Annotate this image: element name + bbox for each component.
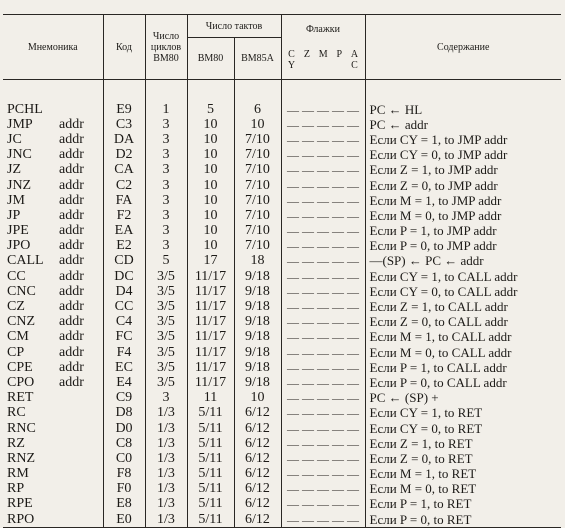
- mnemonic-cell: [3, 512, 103, 528]
- cycles-cell: 3: [145, 208, 187, 223]
- table-row: [3, 102, 561, 117]
- header-cycles: Число циклов ВМ80: [145, 15, 187, 80]
- flags-cell: — — — — —: [281, 467, 365, 482]
- bm85a-ticks-cell: 9/18: [234, 345, 281, 360]
- mnemonic-cell: [3, 391, 103, 406]
- mnemonic-op: CC: [7, 269, 26, 284]
- bm80-ticks-cell: 11: [187, 391, 234, 406]
- table-row: [3, 345, 561, 360]
- bm80-ticks-cell: 11/17: [187, 269, 234, 284]
- code-cell: C3: [103, 117, 145, 132]
- bm80-ticks-cell: 10: [187, 193, 234, 208]
- cycles-cell: 1/3: [145, 467, 187, 482]
- code-cell: FC: [103, 330, 145, 345]
- mnemonic-cell: [3, 284, 103, 299]
- bm80-ticks-cell: 11/17: [187, 330, 234, 345]
- bm85a-ticks-cell: 10: [234, 391, 281, 406]
- table-row: [3, 117, 561, 132]
- cycles-cell: 3: [145, 163, 187, 178]
- code-cell: C0: [103, 451, 145, 466]
- cycles-cell: 3: [145, 148, 187, 163]
- bm80-ticks-cell: 11/17: [187, 315, 234, 330]
- mnemonic-arg: addr: [59, 345, 84, 360]
- description-cell: Если M = 0, to JMP addr: [365, 208, 561, 223]
- code-cell: E2: [103, 239, 145, 254]
- mnemonic-op: CNZ: [7, 314, 35, 330]
- flag-ac: [351, 49, 358, 71]
- table-row: [3, 391, 561, 406]
- mnemonic-op: RET: [7, 390, 34, 406]
- flags-cell: — — — — —: [281, 360, 365, 375]
- cycles-cell: 1: [145, 102, 187, 117]
- description-cell: Если M = 1, to RET: [365, 467, 561, 482]
- code-cell: D2: [103, 148, 145, 163]
- flags-cell: — — — — —: [281, 284, 365, 299]
- table-row: [3, 482, 561, 497]
- flags-cell: — — — — —: [281, 482, 365, 497]
- cycles-cell: 5: [145, 254, 187, 269]
- cycles-cell: 3/5: [145, 375, 187, 390]
- flags-cell: — — — — —: [281, 163, 365, 178]
- bm85a-ticks-cell: 9/18: [234, 330, 281, 345]
- bm85a-ticks-cell: 9/18: [234, 299, 281, 314]
- bm85a-ticks-cell: 7/10: [234, 178, 281, 193]
- bm85a-ticks-cell: 6/12: [234, 497, 281, 512]
- bm85a-ticks-cell: 6/12: [234, 482, 281, 497]
- cycles-cell: 3: [145, 117, 187, 132]
- mnemonic-cell: [3, 193, 103, 208]
- bm85a-ticks-cell: 7/10: [234, 208, 281, 223]
- mnemonic-cell: [3, 148, 103, 163]
- bm80-ticks-cell: 10: [187, 224, 234, 239]
- mnemonic-op: CP: [7, 345, 25, 360]
- mnemonic-cell: [3, 436, 103, 451]
- bm85a-ticks-cell: 7/10: [234, 163, 281, 178]
- code-cell: CD: [103, 254, 145, 269]
- code-cell: DC: [103, 269, 145, 284]
- bm80-ticks-cell: 11/17: [187, 360, 234, 375]
- flag-letter: P: [336, 48, 343, 60]
- code-cell: E8: [103, 497, 145, 512]
- bm80-ticks-cell: 10: [187, 208, 234, 223]
- bm85a-ticks-cell: 6/12: [234, 406, 281, 421]
- mnemonic-op: JP: [7, 208, 21, 223]
- bm80-ticks-cell: 10: [187, 148, 234, 163]
- flag-letter: A: [350, 48, 359, 60]
- flags-cell: — — — — —: [281, 391, 365, 406]
- mnemonic-cell: [3, 497, 103, 512]
- mnemonic-op: RPO: [7, 512, 35, 527]
- mnemonic-cell: [3, 178, 103, 193]
- mnemonic-op: CM: [7, 329, 29, 345]
- bm85a-ticks-cell: 9/18: [234, 375, 281, 390]
- mnemonic-cell: [3, 360, 103, 375]
- description-cell: Если Z = 0, to JMP addr: [365, 178, 561, 193]
- mnemonic-arg: addr: [59, 375, 84, 390]
- mnemonic-cell: [3, 117, 103, 132]
- cycles-cell: 3: [145, 391, 187, 406]
- table-row: [3, 224, 561, 239]
- code-cell: C9: [103, 391, 145, 406]
- mnemonic-arg: addr: [59, 329, 84, 345]
- description-cell: Если P = 0, to JMP addr: [365, 239, 561, 254]
- mnemonic-arg: addr: [59, 253, 84, 269]
- bm80-ticks-cell: 11/17: [187, 284, 234, 299]
- mnemonic-op: JPE: [7, 223, 29, 239]
- flag-letter: Z: [303, 48, 311, 60]
- flags-cell: — — — — —: [281, 345, 365, 360]
- bm80-ticks-cell: 10: [187, 239, 234, 254]
- table-row: [3, 451, 561, 466]
- flags-cell: — — — — —: [281, 117, 365, 132]
- code-cell: EA: [103, 224, 145, 239]
- code-cell: DA: [103, 132, 145, 147]
- bm80-ticks-cell: 5/11: [187, 406, 234, 421]
- cycles-cell: 3/5: [145, 284, 187, 299]
- table-row: [3, 178, 561, 193]
- cycles-cell: 3/5: [145, 299, 187, 314]
- bm85a-ticks-cell: 9/18: [234, 284, 281, 299]
- table-row: [3, 330, 561, 345]
- code-cell: F4: [103, 345, 145, 360]
- bm85a-ticks-cell: 6/12: [234, 436, 281, 451]
- header-bm80: ВМ80: [187, 38, 234, 80]
- cycles-cell: 3/5: [145, 345, 187, 360]
- mnemonic-cell: [3, 330, 103, 345]
- bm80-ticks-cell: 17: [187, 254, 234, 269]
- flag-letters: [282, 49, 365, 71]
- flag-letter: C: [351, 59, 358, 71]
- bm85a-ticks-cell: 6: [234, 102, 281, 117]
- header-bm85a: ВМ85А: [234, 38, 281, 80]
- cycles-cell: 3/5: [145, 269, 187, 284]
- mnemonic-arg: addr: [59, 284, 84, 299]
- table-row: [3, 193, 561, 208]
- mnemonic-op: JC: [7, 132, 22, 147]
- table-header: [3, 15, 561, 80]
- flags-cell: — — — — —: [281, 421, 365, 436]
- mnemonic-arg: addr: [59, 162, 84, 178]
- cycles-cell: 1/3: [145, 482, 187, 497]
- header-content: Содержание: [365, 15, 561, 80]
- mnemonic-arg: addr: [59, 269, 84, 284]
- header-spacer-row: [3, 80, 561, 103]
- mnemonic-op: RC: [7, 405, 26, 421]
- flags-cell: — — — — —: [281, 102, 365, 117]
- flag-letter: M: [318, 48, 328, 60]
- code-cell: C2: [103, 178, 145, 193]
- mnemonic-arg: addr: [59, 208, 84, 223]
- description-cell: Если CY = 0, to JMP addr: [365, 148, 561, 163]
- flags-cell: — — — — —: [281, 254, 365, 269]
- table-row: [3, 512, 561, 528]
- table-row: [3, 254, 561, 269]
- flags-cell: — — — — —: [281, 148, 365, 163]
- mnemonic-op: CNC: [7, 284, 36, 299]
- flags-cell: — — — — —: [281, 224, 365, 239]
- mnemonic-cell: [3, 451, 103, 466]
- code-cell: C8: [103, 436, 145, 451]
- cycles-cell: 1/3: [145, 512, 187, 528]
- description-cell: Если P = 0, to CALL addr: [365, 375, 561, 390]
- cycles-cell: 3: [145, 178, 187, 193]
- description-cell: Если P = 1, to JMP addr: [365, 224, 561, 239]
- flags-cell: — — — — —: [281, 208, 365, 223]
- code-cell: CC: [103, 299, 145, 314]
- code-cell: FA: [103, 193, 145, 208]
- bm80-ticks-cell: 5: [187, 102, 234, 117]
- mnemonic-op: CPO: [7, 375, 35, 390]
- description-cell: Если Z = 0, to RET: [365, 451, 561, 466]
- mnemonic-cell: [3, 482, 103, 497]
- bm80-ticks-cell: 5/11: [187, 512, 234, 528]
- mnemonic-cell: [3, 224, 103, 239]
- bm85a-ticks-cell: 9/18: [234, 360, 281, 375]
- bm80-ticks-cell: 11/17: [187, 345, 234, 360]
- code-cell: D0: [103, 421, 145, 436]
- code-cell: F2: [103, 208, 145, 223]
- mnemonic-op: CALL: [7, 253, 44, 269]
- flag-letter: C: [288, 48, 295, 60]
- mnemonic-op: RZ: [7, 436, 25, 451]
- bm80-ticks-cell: 5/11: [187, 467, 234, 482]
- bm85a-ticks-cell: 6/12: [234, 421, 281, 436]
- description-cell: Если P = 1, to RET: [365, 497, 561, 512]
- code-cell: D4: [103, 284, 145, 299]
- flags-cell: — — — — —: [281, 406, 365, 421]
- flags-cell: — — — — —: [281, 193, 365, 208]
- cycles-cell: 3/5: [145, 330, 187, 345]
- flags-cell: — — — — —: [281, 239, 365, 254]
- description-cell: Если CY = 1, to CALL addr: [365, 269, 561, 284]
- mnemonic-op: RM: [7, 466, 29, 482]
- description-cell: Если P = 1, to CALL addr: [365, 360, 561, 375]
- mnemonic-cell: [3, 269, 103, 284]
- table-row: [3, 269, 561, 284]
- header-flags: [281, 15, 365, 80]
- bm80-ticks-cell: 5/11: [187, 497, 234, 512]
- mnemonic-cell: [3, 375, 103, 390]
- cycles-cell: 3: [145, 193, 187, 208]
- mnemonic-op: JNZ: [7, 177, 32, 193]
- cycles-cell: 3: [145, 224, 187, 239]
- cycles-cell: 3/5: [145, 360, 187, 375]
- code-cell: CA: [103, 163, 145, 178]
- bm85a-ticks-cell: 9/18: [234, 315, 281, 330]
- mnemonic-cell: [3, 208, 103, 223]
- instruction-table: [3, 14, 561, 528]
- flags-cell: — — — — —: [281, 299, 365, 314]
- bm85a-ticks-cell: 9/18: [234, 269, 281, 284]
- mnemonic-op: CZ: [7, 299, 25, 315]
- mnemonic-arg: addr: [59, 193, 84, 208]
- mnemonic-cell: [3, 406, 103, 421]
- mnemonic-cell: [3, 315, 103, 330]
- table-row: [3, 132, 561, 147]
- bm85a-ticks-cell: 18: [234, 254, 281, 269]
- flags-cell: — — — — —: [281, 512, 365, 528]
- header-ticks: Число тактов: [187, 15, 281, 38]
- bm80-ticks-cell: 10: [187, 163, 234, 178]
- table-row: [3, 497, 561, 512]
- cycles-cell: 1/3: [145, 421, 187, 436]
- cycles-cell: 1/3: [145, 497, 187, 512]
- mnemonic-arg: addr: [59, 177, 84, 193]
- mnemonic-op: RPE: [7, 496, 33, 512]
- flags-cell: — — — — —: [281, 178, 365, 193]
- mnemonic-arg: addr: [59, 117, 84, 132]
- table-row: [3, 163, 561, 178]
- code-cell: E0: [103, 512, 145, 528]
- mnemonic-op: CPE: [7, 360, 33, 375]
- description-cell: PC ← HL: [365, 102, 561, 117]
- header-code: Код: [103, 15, 145, 80]
- table-row: [3, 148, 561, 163]
- bm80-ticks-cell: 10: [187, 117, 234, 132]
- cycles-cell: 1/3: [145, 451, 187, 466]
- bm85a-ticks-cell: 7/10: [234, 148, 281, 163]
- bm85a-ticks-cell: 6/12: [234, 451, 281, 466]
- bm85a-ticks-cell: 6/12: [234, 512, 281, 528]
- bm80-ticks-cell: 10: [187, 178, 234, 193]
- bm80-ticks-cell: 5/11: [187, 482, 234, 497]
- table-body: [3, 80, 561, 528]
- description-cell: Если M = 0, to RET: [365, 482, 561, 497]
- table-row: [3, 375, 561, 390]
- mnemonic-arg: addr: [59, 360, 84, 375]
- mnemonic-op: PCHL: [7, 102, 43, 117]
- table-row: [3, 239, 561, 254]
- code-cell: D8: [103, 406, 145, 421]
- mnemonic-cell: [3, 299, 103, 314]
- flags-cell: — — — — —: [281, 132, 365, 147]
- code-cell: E4: [103, 375, 145, 390]
- flags-cell: — — — — —: [281, 315, 365, 330]
- cycles-cell: 3: [145, 132, 187, 147]
- description-cell: Если P = 0, to RET: [365, 512, 561, 528]
- mnemonic-arg: addr: [59, 299, 84, 315]
- bm85a-ticks-cell: 6/12: [234, 467, 281, 482]
- mnemonic-cell: [3, 467, 103, 482]
- mnemonic-op: RP: [7, 481, 25, 497]
- code-cell: C4: [103, 315, 145, 330]
- description-cell: Если CY = 1, to JMP addr: [365, 132, 561, 147]
- bm80-ticks-cell: 5/11: [187, 421, 234, 436]
- flags-cell: — — — — —: [281, 330, 365, 345]
- cycles-cell: 3/5: [145, 315, 187, 330]
- bm85a-ticks-cell: 7/10: [234, 224, 281, 239]
- mnemonic-cell: [3, 163, 103, 178]
- mnemonic-arg: addr: [59, 147, 84, 163]
- description-cell: Если CY = 0, to RET: [365, 421, 561, 436]
- description-cell: PC ← (SP) +: [365, 391, 561, 406]
- table-row: [3, 315, 561, 330]
- description-cell: PC ← addr: [365, 117, 561, 132]
- header-mnemonic: Мнемоника: [3, 15, 103, 80]
- mnemonic-cell: [3, 421, 103, 436]
- mnemonic-op: RNC: [7, 420, 36, 436]
- table-row: [3, 208, 561, 223]
- bm80-ticks-cell: 5/11: [187, 436, 234, 451]
- description-cell: Если M = 1, to JMP addr: [365, 193, 561, 208]
- bm85a-ticks-cell: 7/10: [234, 193, 281, 208]
- table-row: [3, 436, 561, 451]
- description-cell: Если M = 0, to CALL addr: [365, 345, 561, 360]
- mnemonic-op: JM: [7, 193, 25, 208]
- mnemonic-cell: [3, 239, 103, 254]
- bm80-ticks-cell: 10: [187, 132, 234, 147]
- mnemonic-op: JMP: [7, 117, 33, 132]
- cycles-cell: 1/3: [145, 406, 187, 421]
- mnemonic-cell: [3, 345, 103, 360]
- table-row: [3, 421, 561, 436]
- mnemonic-cell: [3, 132, 103, 147]
- table-row: [3, 360, 561, 375]
- table-row: [3, 284, 561, 299]
- bm85a-ticks-cell: 7/10: [234, 132, 281, 147]
- description-cell: Если CY = 0, to CALL addr: [365, 284, 561, 299]
- mnemonic-op: JNC: [7, 147, 32, 163]
- description-cell: —(SP) ← PC ← addr: [365, 254, 561, 269]
- code-cell: EC: [103, 360, 145, 375]
- bm85a-ticks-cell: 7/10: [234, 239, 281, 254]
- bm80-ticks-cell: 11/17: [187, 375, 234, 390]
- mnemonic-arg: addr: [59, 132, 84, 147]
- header-flags-title: Флажки: [306, 23, 340, 35]
- bm80-ticks-cell: 5/11: [187, 451, 234, 466]
- table-row: [3, 406, 561, 421]
- flag-cy: [288, 49, 295, 71]
- flags-cell: — — — — —: [281, 436, 365, 451]
- mnemonic-op: RNZ: [7, 451, 35, 466]
- description-cell: Если M = 1, to CALL addr: [365, 330, 561, 345]
- description-cell: Если Z = 1, to RET: [365, 436, 561, 451]
- mnemonic-arg: addr: [59, 238, 84, 254]
- table-row: [3, 299, 561, 314]
- mnemonic-arg: addr: [59, 314, 84, 330]
- cycles-cell: 3: [145, 239, 187, 254]
- mnemonic-arg: addr: [59, 223, 84, 239]
- description-cell: Если Z = 1, to JMP addr: [365, 163, 561, 178]
- code-cell: E9: [103, 102, 145, 117]
- table-row: [3, 467, 561, 482]
- code-cell: F0: [103, 482, 145, 497]
- cycles-cell: 1/3: [145, 436, 187, 451]
- code-cell: F8: [103, 467, 145, 482]
- description-cell: Если Z = 0, to CALL addr: [365, 315, 561, 330]
- flags-cell: — — — — —: [281, 375, 365, 390]
- mnemonic-cell: [3, 254, 103, 269]
- mnemonic-op: JPO: [7, 238, 31, 254]
- mnemonic-cell: [3, 102, 103, 117]
- description-cell: Если Z = 1, to CALL addr: [365, 299, 561, 314]
- flags-cell: — — — — —: [281, 269, 365, 284]
- mnemonic-op: JZ: [7, 162, 21, 178]
- bm85a-ticks-cell: 10: [234, 117, 281, 132]
- bm80-ticks-cell: 11/17: [187, 299, 234, 314]
- flags-cell: — — — — —: [281, 497, 365, 512]
- description-cell: Если CY = 1, to RET: [365, 406, 561, 421]
- flag-letter: Y: [287, 59, 296, 71]
- flags-cell: — — — — —: [281, 451, 365, 466]
